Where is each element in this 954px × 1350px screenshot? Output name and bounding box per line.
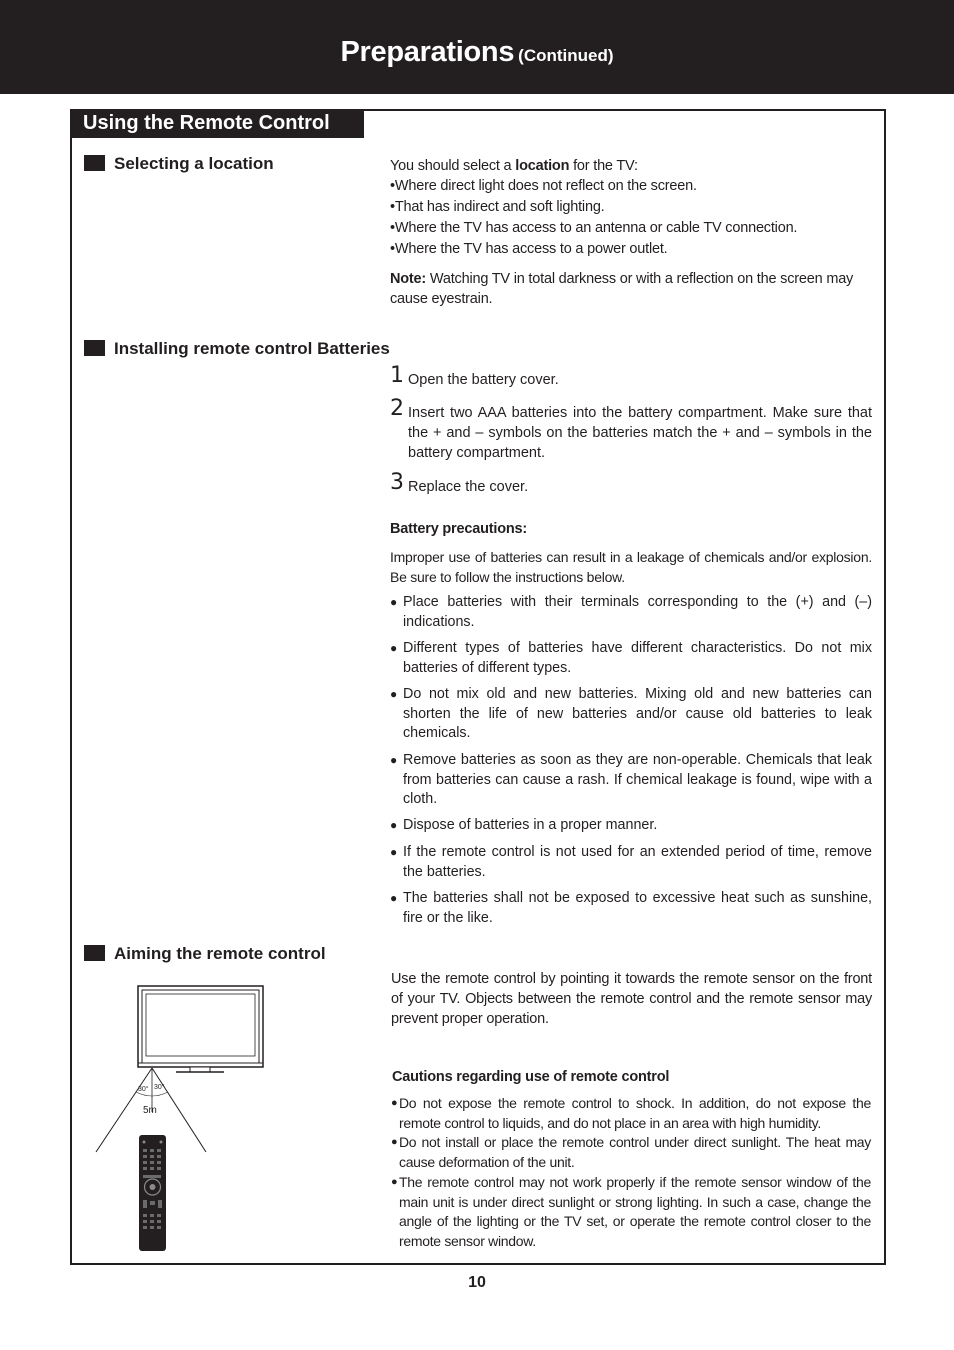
list-item: ● If the remote control is not used for an extended period of time, remove the batteries. <box>390 844 872 880</box>
step-number: 3 <box>390 470 404 495</box>
step-text: Replace the cover. <box>408 479 529 495</box>
subhead-selecting-location <box>84 154 274 174</box>
heading-square-icon <box>84 155 105 171</box>
location-intro-tail: for the TV: <box>569 158 638 174</box>
list-item: ● Place batteries with their terminals corresponding to the (+) and (–) indications. <box>390 594 872 630</box>
distance-label: 5m <box>143 1105 157 1116</box>
list-item: ● Do not install or place the remote control under direct sunlight. The heat may cause deformation of the unit. <box>391 1134 871 1170</box>
list-item: ● Do not expose the remote control to shock. In addition, do not expose the remote control to liquids, and do not place in an area with high humidity. <box>391 1095 871 1131</box>
subhead-label: Selecting a location <box>114 154 274 173</box>
list-item: ● The batteries shall not be exposed to excessive heat such as sunshine, fire or the like. <box>390 890 872 926</box>
location-intro-text: You should select a <box>390 158 516 174</box>
page-header <box>0 0 954 94</box>
list-item: •That has indirect and soft lighting. <box>390 199 605 215</box>
subhead-label: Installing remote control Batteries <box>114 339 390 358</box>
step-text: Insert two AAA batteries into the battery compartment. Make sure that the + and – symbols on the batteries match the + and – symbols in the battery compartment. <box>408 405 872 461</box>
note-text: Watching TV in total darkness or with a reflection on the screen may cause eyestrain. <box>390 271 854 307</box>
step-text: Open the battery cover. <box>408 372 559 388</box>
list-item: ● The remote control may not work properly if the remote sensor window of the main unit is under direct sunlight or strong lighting. In such a case, change the angle of the lighting or the TV set, or operate the remote control closer to the remote sensor window. <box>391 1174 871 1249</box>
battery-step <box>390 470 872 497</box>
list-item: ● Remove batteries as soon as they are non-operable. Chemicals that leak from batteries can cause a rash. If chemical leakage is found, wipe with a cloth. <box>390 752 872 807</box>
remote-aiming-diagram <box>92 982 272 1256</box>
page-title-sub: (Continued) <box>518 46 614 65</box>
subhead-installing-batteries <box>84 339 390 359</box>
aiming-text: Use the remote control by pointing it towards the remote sensor on the front of your TV. Objects between the remote control and the remote sensor may prevent proper operation. <box>391 971 872 1027</box>
list-item: ● Dispose of batteries in a proper manner. <box>390 817 658 833</box>
note-label: Note: <box>390 271 427 287</box>
step-number: 1 <box>390 363 404 388</box>
heading-square-icon <box>84 340 105 356</box>
location-intro <box>390 156 872 176</box>
section-title: Using the Remote Control <box>70 109 364 138</box>
list-item: •Where the TV has access to an antenna or cable TV connection. <box>390 220 798 236</box>
location-note <box>390 269 872 309</box>
page-title <box>0 36 954 69</box>
angle-left-label: 30° <box>138 1086 149 1093</box>
battery-precautions-title: Battery precautions: <box>390 521 528 537</box>
page-title-main: Preparations <box>340 36 515 68</box>
list-item: •Where the TV has access to a power outlet. <box>390 241 668 257</box>
list-item: •Where direct light does not reflect on the screen. <box>390 178 697 194</box>
remote-control-icon <box>139 1135 166 1251</box>
angle-right-label: 30° <box>154 1084 165 1091</box>
cautions-title: Cautions regarding use of remote control <box>392 1069 670 1085</box>
battery-precautions-intro: Improper use of batteries can result in a leakage of chemicals and/or explosion. Be sure to follow the instructions below. <box>390 549 872 585</box>
location-intro-bold: location <box>515 158 570 174</box>
step-number: 2 <box>390 396 404 421</box>
list-item: ● Different types of batteries have different characteristics. Do not mix batteries of different types. <box>390 640 872 676</box>
battery-step <box>390 363 872 390</box>
page-number: 10 <box>468 1274 486 1291</box>
heading-square-icon <box>84 945 105 961</box>
tv-icon <box>138 986 263 1072</box>
subhead-label: Aiming the remote control <box>114 944 326 963</box>
subhead-aiming-remote <box>84 944 326 964</box>
battery-step <box>390 396 872 463</box>
list-item: ● Do not mix old and new batteries. Mixing old and new batteries can shorten the life of new batteries and/or cause old batteries to leak chemicals. <box>390 686 872 741</box>
